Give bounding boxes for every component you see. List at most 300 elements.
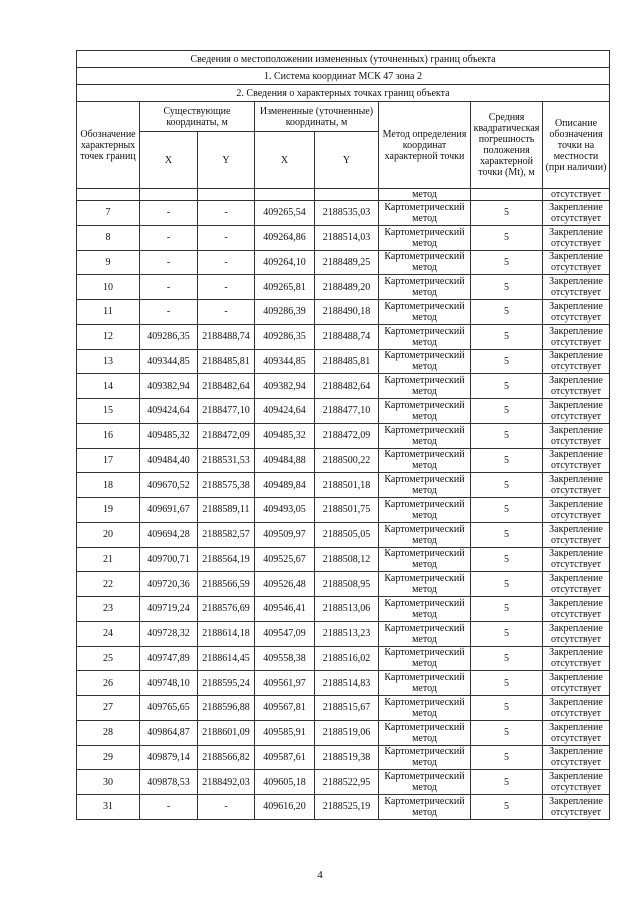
description-line2: отсутствует	[550, 584, 602, 596]
table-row	[77, 547, 610, 572]
boundary-points-table	[76, 50, 610, 820]
point-number: 9	[77, 250, 140, 275]
method-line2: метод	[412, 509, 437, 521]
mean-error: 5	[471, 423, 543, 448]
method-line1: Картометрический	[384, 746, 465, 758]
method-line1: Картометрический	[384, 201, 465, 213]
method	[379, 547, 471, 572]
method-line2: метод	[412, 806, 437, 818]
description-line2: отсутствует	[550, 806, 602, 818]
description-line1: Закрепление	[549, 399, 603, 411]
description-line1: Закрепление	[549, 226, 603, 238]
method-line1: Картометрический	[384, 300, 465, 312]
point-number: 11	[77, 300, 140, 325]
method-line1: Картометрический	[384, 399, 465, 411]
existing-x: 409878,53	[140, 770, 198, 795]
existing-y: -	[198, 250, 255, 275]
changed-x: 409525,67	[255, 547, 315, 572]
mean-error: 5	[471, 225, 543, 250]
changed-y: 2188500,22	[315, 448, 379, 473]
table-row	[77, 720, 610, 745]
existing-x: -	[140, 250, 198, 275]
changed-y: 2188501,75	[315, 498, 379, 523]
existing-x: 409344,85	[140, 349, 198, 374]
changed-y: 2188482,64	[315, 374, 379, 399]
table-row	[77, 646, 610, 671]
changed-y: 2188514,03	[315, 225, 379, 250]
changed-x: 409424,64	[255, 399, 315, 424]
description-line2: отсутствует	[550, 386, 602, 398]
point-number: 19	[77, 498, 140, 523]
point-number: 16	[77, 423, 140, 448]
description	[543, 399, 610, 424]
point-number: 8	[77, 225, 140, 250]
existing-x: 409720,36	[140, 572, 198, 597]
table-row	[77, 671, 610, 696]
existing-y: 2188595,24	[198, 671, 255, 696]
method-line2: метод	[412, 757, 437, 769]
table-row	[77, 324, 610, 349]
method	[379, 300, 471, 325]
table-row	[77, 349, 610, 374]
point-number: 15	[77, 399, 140, 424]
description	[543, 720, 610, 745]
description	[543, 572, 610, 597]
changed-y: 2188513,23	[315, 621, 379, 646]
existing-y: 2188589,11	[198, 498, 255, 523]
method-line1: Картометрический	[384, 474, 465, 486]
description-line1: Закрепление	[549, 548, 603, 560]
method	[379, 720, 471, 745]
changed-y: 2188522,95	[315, 770, 379, 795]
method	[379, 795, 471, 820]
method	[379, 349, 471, 374]
description	[543, 349, 610, 374]
continuation-row	[77, 189, 610, 201]
description-line2: отсутствует	[550, 435, 602, 447]
method	[379, 597, 471, 622]
description-line2: отсутствует	[550, 410, 602, 422]
existing-x: 409747,89	[140, 646, 198, 671]
changed-y: 2188525,19	[315, 795, 379, 820]
method-line2: метод	[412, 608, 437, 620]
description	[543, 795, 610, 820]
method-line2: метод	[412, 707, 437, 719]
changed-x: 409489,84	[255, 473, 315, 498]
changed-x: 409382,94	[255, 374, 315, 399]
point-number: 7	[77, 201, 140, 226]
changed-x: 409585,91	[255, 720, 315, 745]
table-row	[77, 696, 610, 721]
description	[543, 448, 610, 473]
method-line2: метод	[412, 485, 437, 497]
point-number: 28	[77, 720, 140, 745]
col-error: Средняя квадратическая погрешность положения характерной точки (Mt), м	[471, 102, 543, 189]
changed-x: 409264,10	[255, 250, 315, 275]
description	[543, 300, 610, 325]
col-description: Описание обозначения точки на местности (при наличии)	[543, 102, 610, 189]
table-row	[77, 275, 610, 300]
changed-x: 409561,97	[255, 671, 315, 696]
description-line2: отсутствует	[550, 782, 602, 794]
method	[379, 745, 471, 770]
existing-x: 409424,64	[140, 399, 198, 424]
existing-y: 2188566,59	[198, 572, 255, 597]
existing-x: 409728,32	[140, 621, 198, 646]
mean-error: 5	[471, 300, 543, 325]
point-number: 23	[77, 597, 140, 622]
description	[543, 597, 610, 622]
method-line1: Картометрический	[384, 276, 465, 288]
description-line1: Закрепление	[549, 622, 603, 634]
description-line1: Закрепление	[549, 300, 603, 312]
method	[379, 423, 471, 448]
changed-y: 2188515,67	[315, 696, 379, 721]
method-line2: метод	[412, 584, 437, 596]
changed-y: 2188490,18	[315, 300, 379, 325]
description-line1: Закрепление	[549, 771, 603, 783]
description-line2: отсутствует	[550, 287, 602, 299]
existing-y: 2188482,64	[198, 374, 255, 399]
existing-y: 2188492,03	[198, 770, 255, 795]
existing-x: 409485,32	[140, 423, 198, 448]
mean-error: 5	[471, 275, 543, 300]
description-line1: Закрепление	[549, 672, 603, 684]
mean-error: 5	[471, 795, 543, 820]
page-number: 4	[317, 869, 323, 881]
method-line1: Картометрический	[384, 721, 465, 733]
description	[543, 225, 610, 250]
mean-error: 5	[471, 597, 543, 622]
continuation-method: метод	[379, 189, 471, 201]
method	[379, 671, 471, 696]
description-line1: Закрепление	[549, 350, 603, 362]
point-number: 26	[77, 671, 140, 696]
point-number: 18	[77, 473, 140, 498]
description-line2: отсутствует	[550, 336, 602, 348]
method	[379, 696, 471, 721]
mean-error: 5	[471, 522, 543, 547]
mean-error: 5	[471, 745, 543, 770]
method-line1: Картометрический	[384, 498, 465, 510]
method-line2: метод	[412, 287, 437, 299]
point-number: 10	[77, 275, 140, 300]
method-line1: Картометрический	[384, 672, 465, 684]
point-number: 24	[77, 621, 140, 646]
method-line1: Картометрический	[384, 548, 465, 560]
table-row	[77, 498, 610, 523]
description-line2: отсутствует	[550, 460, 602, 472]
existing-y: 2188564,19	[198, 547, 255, 572]
changed-y: 2188501,18	[315, 473, 379, 498]
changed-y: 2188485,81	[315, 349, 379, 374]
method-line1: Картометрический	[384, 226, 465, 238]
method-line2: метод	[412, 361, 437, 373]
description-line1: Закрепление	[549, 276, 603, 288]
method	[379, 324, 471, 349]
description	[543, 275, 610, 300]
changed-y: 2188488,74	[315, 324, 379, 349]
description-line2: отсутствует	[550, 237, 602, 249]
changed-x: 409587,61	[255, 745, 315, 770]
description	[543, 671, 610, 696]
table-row	[77, 250, 610, 275]
existing-x: -	[140, 795, 198, 820]
existing-y: -	[198, 300, 255, 325]
existing-x: -	[140, 300, 198, 325]
changed-x: 409616,20	[255, 795, 315, 820]
changed-x: 409526,48	[255, 572, 315, 597]
description-line1: Закрепление	[549, 325, 603, 337]
method-line2: метод	[412, 311, 437, 323]
point-number: 31	[77, 795, 140, 820]
continuation-description: отсутствует	[543, 189, 610, 201]
method-line2: метод	[412, 782, 437, 794]
coordinate-system: 1. Система координат МСК 47 зона 2	[77, 68, 610, 85]
changed-y: 2188516,02	[315, 646, 379, 671]
point-number: 17	[77, 448, 140, 473]
mean-error: 5	[471, 374, 543, 399]
description-line2: отсутствует	[550, 509, 602, 521]
description-line1: Закрепление	[549, 375, 603, 387]
existing-x: 409864,87	[140, 720, 198, 745]
description	[543, 250, 610, 275]
method-line2: метод	[412, 633, 437, 645]
changed-y: 2188519,06	[315, 720, 379, 745]
method-line1: Картометрический	[384, 251, 465, 263]
method-line1: Картометрический	[384, 449, 465, 461]
method-line1: Картометрический	[384, 771, 465, 783]
method-line1: Картометрический	[384, 696, 465, 708]
method	[379, 225, 471, 250]
method-line1: Картометрический	[384, 647, 465, 659]
method-line1: Картометрический	[384, 795, 465, 807]
method-line2: метод	[412, 237, 437, 249]
existing-y: 2188576,69	[198, 597, 255, 622]
table-row	[77, 770, 610, 795]
description	[543, 423, 610, 448]
changed-x: 409558,38	[255, 646, 315, 671]
method-line2: метод	[412, 460, 437, 472]
description-line1: Закрепление	[549, 573, 603, 585]
method-line2: метод	[412, 534, 437, 546]
mean-error: 5	[471, 498, 543, 523]
method-line1: Картометрический	[384, 597, 465, 609]
existing-y: 2188531,53	[198, 448, 255, 473]
description-line2: отсутствует	[550, 608, 602, 620]
method-line1: Картометрический	[384, 523, 465, 535]
method	[379, 498, 471, 523]
changed-x: 409286,39	[255, 300, 315, 325]
changed-x: 409509,97	[255, 522, 315, 547]
table-row	[77, 399, 610, 424]
description-line2: отсутствует	[550, 361, 602, 373]
changed-y: 2188519,38	[315, 745, 379, 770]
existing-y: -	[198, 225, 255, 250]
description-line2: отсутствует	[550, 559, 602, 571]
changed-x: 409265,81	[255, 275, 315, 300]
changed-y: 2188489,20	[315, 275, 379, 300]
description-line2: отсутствует	[550, 534, 602, 546]
mean-error: 5	[471, 572, 543, 597]
description-line1: Закрепление	[549, 696, 603, 708]
method	[379, 473, 471, 498]
existing-y: 2188614,18	[198, 621, 255, 646]
description	[543, 646, 610, 671]
existing-x: 409765,65	[140, 696, 198, 721]
existing-y: 2188582,57	[198, 522, 255, 547]
description-line1: Закрепление	[549, 498, 603, 510]
changed-x: 409344,85	[255, 349, 315, 374]
method	[379, 572, 471, 597]
point-number: 21	[77, 547, 140, 572]
existing-y: -	[198, 795, 255, 820]
method-line2: метод	[412, 410, 437, 422]
description-line1: Закрепление	[549, 721, 603, 733]
description-line2: отсутствует	[550, 212, 602, 224]
description	[543, 621, 610, 646]
existing-x: 409700,71	[140, 547, 198, 572]
existing-y: 2188575,38	[198, 473, 255, 498]
mean-error: 5	[471, 621, 543, 646]
changed-y: 2188505,05	[315, 522, 379, 547]
table-row	[77, 225, 610, 250]
mean-error: 5	[471, 720, 543, 745]
description-line2: отсутствует	[550, 311, 602, 323]
description-line2: отсутствует	[550, 732, 602, 744]
table-row	[77, 597, 610, 622]
existing-x: 409484,40	[140, 448, 198, 473]
description-line1: Закрепление	[549, 647, 603, 659]
mean-error: 5	[471, 671, 543, 696]
existing-x: 409691,67	[140, 498, 198, 523]
mean-error: 5	[471, 770, 543, 795]
mean-error: 5	[471, 547, 543, 572]
col-changed-x: X	[255, 132, 315, 189]
table-row	[77, 473, 610, 498]
method-line1: Картометрический	[384, 573, 465, 585]
existing-x: -	[140, 275, 198, 300]
description	[543, 696, 610, 721]
existing-y: 2188614,45	[198, 646, 255, 671]
description	[543, 745, 610, 770]
existing-x: 409748,10	[140, 671, 198, 696]
description-line2: отсутствует	[550, 658, 602, 670]
table-row	[77, 745, 610, 770]
table-row	[77, 795, 610, 820]
method-line2: метод	[412, 559, 437, 571]
description	[543, 473, 610, 498]
existing-y: 2188566,82	[198, 745, 255, 770]
existing-y: 2188472,09	[198, 423, 255, 448]
mean-error: 5	[471, 696, 543, 721]
changed-x: 409546,41	[255, 597, 315, 622]
method	[379, 250, 471, 275]
description-line1: Закрепление	[549, 795, 603, 807]
point-number: 29	[77, 745, 140, 770]
existing-x: 409382,94	[140, 374, 198, 399]
method-line1: Картометрический	[384, 325, 465, 337]
existing-y: 2188601,09	[198, 720, 255, 745]
method	[379, 399, 471, 424]
description-line2: отсутствует	[550, 707, 602, 719]
existing-y: 2188596,88	[198, 696, 255, 721]
table-title: Сведения о местоположении измененных (уточненных) границ объекта	[77, 51, 610, 68]
changed-x: 409605,18	[255, 770, 315, 795]
existing-x: -	[140, 201, 198, 226]
changed-x: 409484,88	[255, 448, 315, 473]
mean-error: 5	[471, 201, 543, 226]
section-title: 2. Сведения о характерных точках границ объекта	[77, 85, 610, 102]
description-line1: Закрепление	[549, 424, 603, 436]
method-line2: метод	[412, 336, 437, 348]
changed-x: 409493,05	[255, 498, 315, 523]
changed-y: 2188535,03	[315, 201, 379, 226]
changed-y: 2188514,83	[315, 671, 379, 696]
table-row	[77, 522, 610, 547]
changed-x: 409286,35	[255, 324, 315, 349]
description-line1: Закрепление	[549, 523, 603, 535]
point-number: 27	[77, 696, 140, 721]
method-line2: метод	[412, 386, 437, 398]
method-line2: метод	[412, 262, 437, 274]
col-designation: Обозначение характерных точек границ	[77, 102, 140, 189]
mean-error: 5	[471, 399, 543, 424]
method	[379, 522, 471, 547]
mean-error: 5	[471, 448, 543, 473]
description-line1: Закрепление	[549, 201, 603, 213]
description-line1: Закрепление	[549, 746, 603, 758]
description	[543, 770, 610, 795]
changed-y: 2188472,09	[315, 423, 379, 448]
changed-y: 2188477,10	[315, 399, 379, 424]
description-line2: отсутствует	[550, 633, 602, 645]
col-existing-x: X	[140, 132, 198, 189]
point-number: 22	[77, 572, 140, 597]
mean-error: 5	[471, 250, 543, 275]
changed-x: 409547,09	[255, 621, 315, 646]
col-existing: Существующие координаты, м	[140, 102, 255, 132]
description	[543, 547, 610, 572]
method-line2: метод	[412, 658, 437, 670]
table-row	[77, 621, 610, 646]
point-number: 20	[77, 522, 140, 547]
changed-y: 2188508,12	[315, 547, 379, 572]
point-number: 12	[77, 324, 140, 349]
method-line1: Картометрический	[384, 424, 465, 436]
changed-x: 409265,54	[255, 201, 315, 226]
method	[379, 770, 471, 795]
method-line2: метод	[412, 732, 437, 744]
description	[543, 374, 610, 399]
existing-y: 2188488,74	[198, 324, 255, 349]
existing-y: -	[198, 201, 255, 226]
point-number: 25	[77, 646, 140, 671]
table-row	[77, 374, 610, 399]
existing-x: 409879,14	[140, 745, 198, 770]
method-line2: метод	[412, 212, 437, 224]
description-line2: отсутствует	[550, 262, 602, 274]
existing-y: -	[198, 275, 255, 300]
method-line2: метод	[412, 435, 437, 447]
changed-y: 2188489,25	[315, 250, 379, 275]
changed-y: 2188513,06	[315, 597, 379, 622]
point-number: 13	[77, 349, 140, 374]
table-row	[77, 423, 610, 448]
description-line1: Закрепление	[549, 449, 603, 461]
existing-x: 409286,35	[140, 324, 198, 349]
description	[543, 324, 610, 349]
